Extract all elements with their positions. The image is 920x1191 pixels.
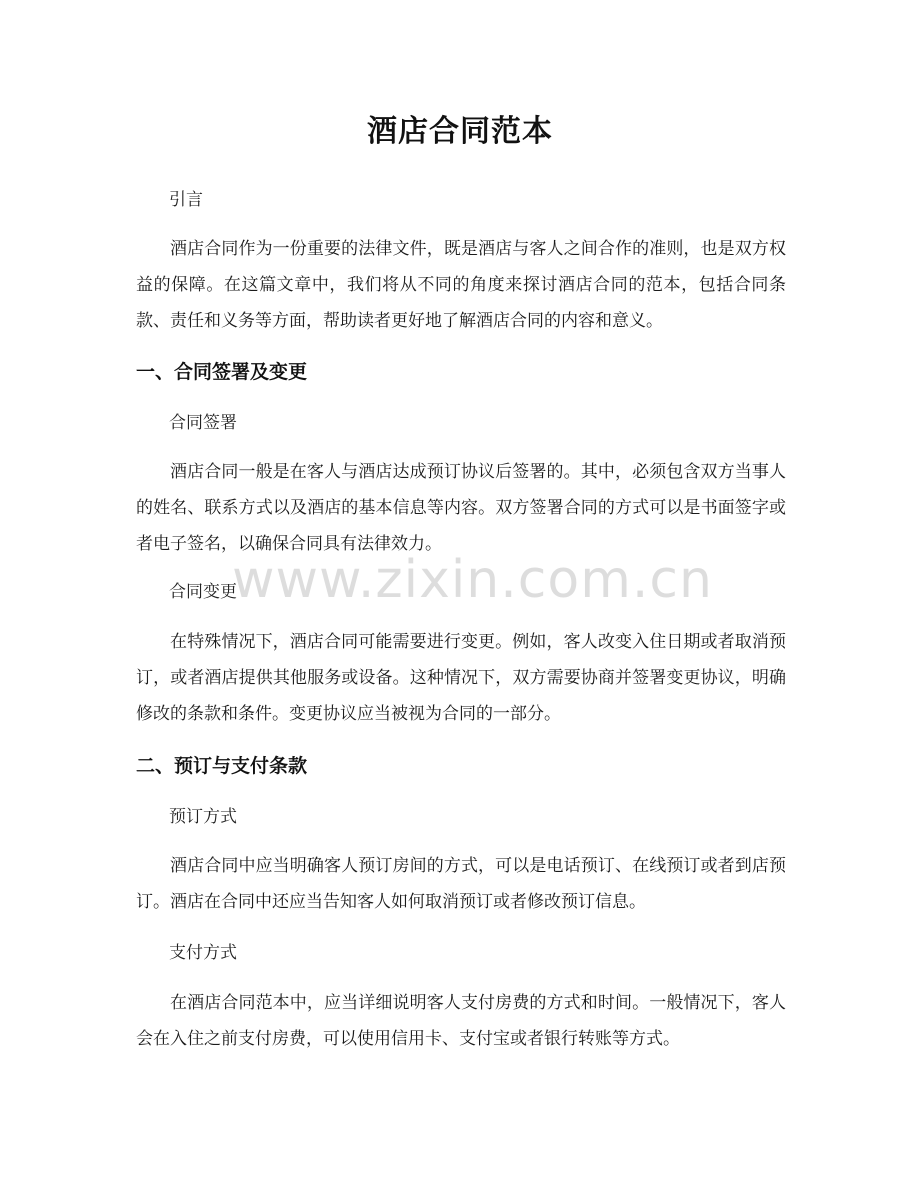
subsection-label-booking-method: 预订方式 xyxy=(169,807,237,827)
paragraph-payment-method: 在酒店合同范本中，应当详细说明客人支付房费的方式和时间。一般情况下，客人会在入住之前支付房费，可以使用信用卡、支付宝或者银行转账等方式。 xyxy=(136,993,786,1049)
paragraph-booking-method: 酒店合同中应当明确客人预订房间的方式，可以是电话预订、在线预订或者到店预订。酒店在合同中还应当告知客人如何取消预订或者修改预订信息。 xyxy=(136,856,786,912)
intro-label: 引言 xyxy=(169,190,203,210)
section-heading-2: 二、预订与支付条款 xyxy=(136,755,308,777)
paragraph-contract-change: 在特殊情况下，酒店合同可能需要进行变更。例如，客人改变入住日期或者取消预订，或者酒店提供其他服务或设备。这种情况下，双方需要协商并签署变更协议，明确修改的条款和条件。变更协议应当被视为合同的一部分。 xyxy=(136,632,786,724)
paragraph-contract-signing: 酒店合同一般是在客人与酒店达成预订协议后签署的。其中，必须包含双方当事人的姓名、联系方式以及酒店的基本信息等内容。双方签署合同的方式可以是书面签字或者电子签名，以确保合同具有法律效力。 xyxy=(136,462,786,554)
subsection-label-contract-change: 合同变更 xyxy=(169,582,237,602)
subsection-label-contract-signing: 合同签署 xyxy=(169,413,237,433)
watermark: www.zixin.com.cn xyxy=(232,550,713,610)
subsection-label-payment-method: 支付方式 xyxy=(169,943,237,963)
intro-paragraph: 酒店合同作为一份重要的法律文件，既是酒店与客人之间合作的准则，也是双方权益的保障。在这篇文章中，我们将从不同的角度来探讨酒店合同的范本，包括合同条款、责任和义务等方面，帮助读者更好地了解酒店合同的内容和意义。 xyxy=(136,239,786,331)
section-heading-1: 一、合同签署及变更 xyxy=(136,361,308,383)
document-title: 酒店合同范本 xyxy=(367,114,553,149)
